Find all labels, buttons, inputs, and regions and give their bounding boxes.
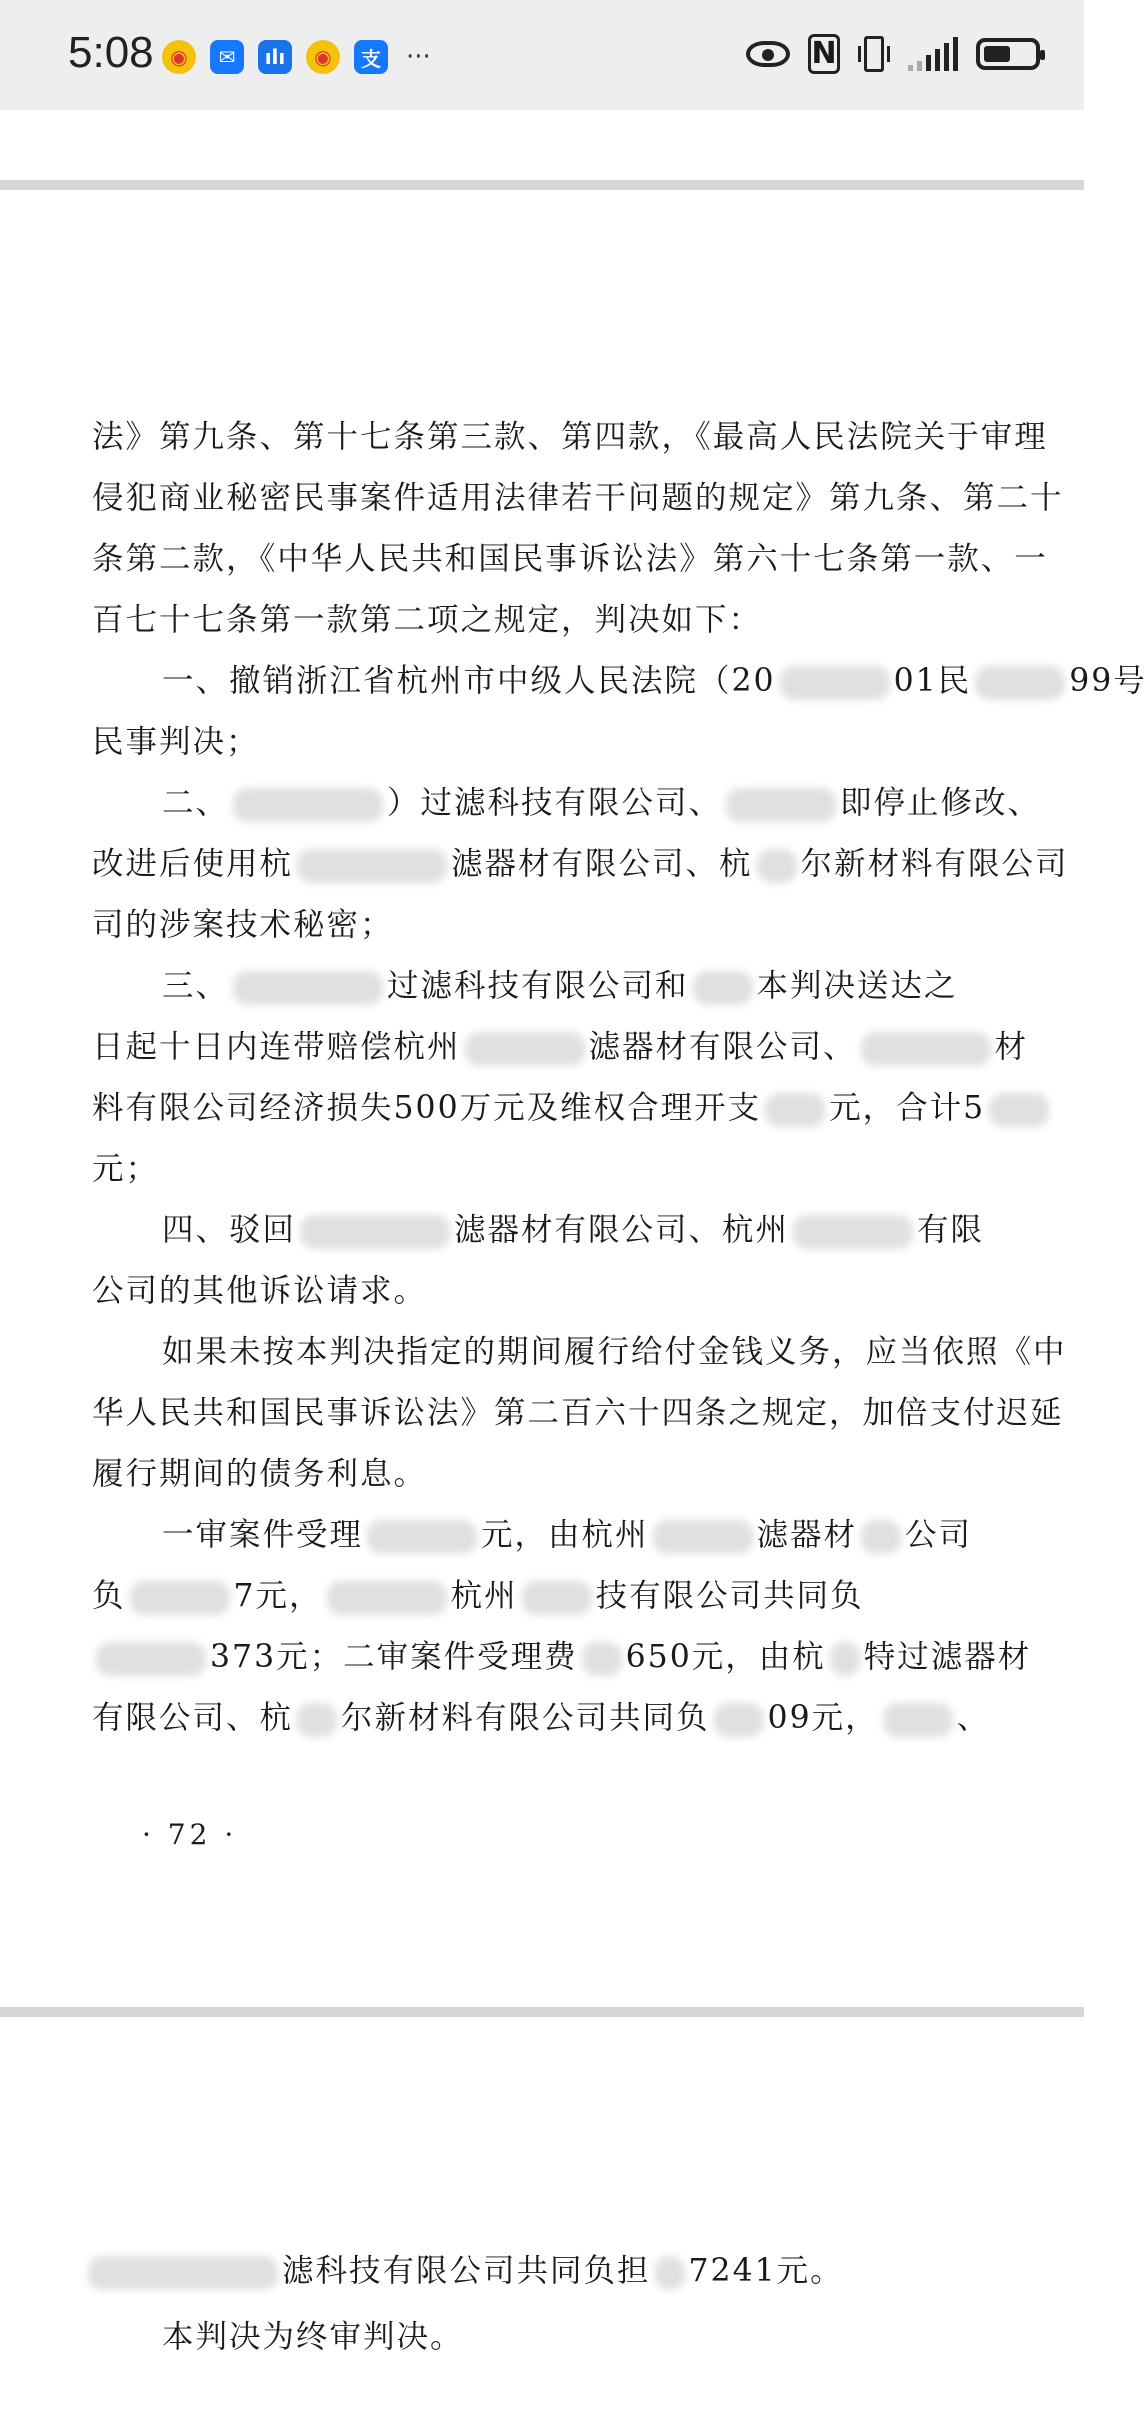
redacted-block [780,666,890,700]
text-line [92,1200,1060,1261]
redacted-block [655,2256,685,2290]
redacted-block [297,849,447,883]
text-segment: 滤器材有限公司、杭州 [454,1212,790,1248]
text-segment: 杭州 [450,1578,518,1614]
text-segment: 滤器材有限公司、 [588,1029,857,1065]
text-line: 本判决为终审判决。 [162,2319,464,2355]
text-line [92,1627,1060,1688]
text-line [92,1688,1060,1749]
redacted-block [522,1581,592,1615]
text-line [92,1017,1060,1078]
redacted-block [88,2256,278,2290]
text-segment: 四、驳回 [162,1212,297,1248]
text-segment: 尔新材料有限公司共同负 [341,1700,710,1736]
text-segment: 尔新材料有限公司 [800,846,1069,882]
redacted-block [757,849,797,883]
redacted-block [714,1703,764,1737]
redacted-block [793,1215,913,1249]
text-segment: 99号 [1069,663,1147,699]
text-segment: 一审案件受理 [162,1517,364,1553]
status-bar [0,0,1084,110]
text-segment: 滤器材有限公司、杭 [451,846,753,882]
text-line [92,2238,1060,2304]
text-segment: 三、 [162,968,230,1004]
text-line: 民事判决； [92,724,260,760]
text-line: 条第二款，《中华人民共和国民事诉讼法》第六十七条第一款、一 [92,541,1048,577]
redacted-block [883,1703,953,1737]
text-segment: 滤科技有限公司共同负担 [282,2253,651,2289]
text-segment: 料有限公司经济损失500万元及维权合理开支 [92,1090,762,1126]
battery-level [984,46,1010,62]
redacted-block [367,1520,477,1554]
text-segment: 公司 [905,1517,973,1553]
text-segment: 材 [994,1029,1029,1065]
redacted-block [300,1215,450,1249]
text-segment: 有限 [917,1212,985,1248]
redacted-block [861,1520,901,1554]
text-segment: 二、 [162,785,230,821]
text-segment: 元，由杭州 [481,1517,649,1553]
vibrate-icon [858,36,890,72]
text-line: 公司的其他诉讼请求。 [92,1273,428,1309]
page-divider-top [0,180,1084,190]
redacted-block [233,788,383,822]
redacted-block [989,1093,1049,1127]
text-line: 百七十七条第一款第二项之规定，判决如下： [92,602,763,638]
page-divider-bottom [0,2007,1084,2017]
text-segment: 负 [92,1578,126,1614]
text-segment: 特过滤器材 [863,1639,1032,1675]
text-segment: 、 [956,1700,991,1736]
signal-icon [908,37,958,71]
notification-icons [162,40,431,74]
redacted-block [765,1093,825,1127]
weibo-icon-2: ◉ [306,40,340,74]
redacted-block [582,1642,622,1676]
system-icons [746,34,1040,74]
eye-comfort-icon [746,41,790,67]
text-segment: ）过滤科技有限公司、 [387,785,723,821]
text-line: 华人民共和国民事诉讼法》第二百六十四条之规定，加倍支付迟延 [92,1395,1064,1431]
text-segment: 改进后使用杭 [92,846,294,882]
text-line: 元； [92,1151,160,1187]
text-segment: 373元；二审案件受理费 [210,1639,578,1675]
redacted-block [975,666,1065,700]
text-segment: 09元， [767,1700,879,1736]
text-line [92,1566,1060,1627]
text-line [92,1078,1060,1139]
redacted-block [297,1703,337,1737]
redacted-block [327,1581,447,1615]
battery-icon [976,38,1040,70]
more-notifications-icon: ··· [406,42,431,72]
redacted-block [96,1642,206,1676]
text-segment: 元，合计5 [829,1090,986,1126]
voice-icon: ılı [258,40,292,74]
text-segment: 有限公司、杭 [92,1700,294,1736]
text-segment: 一、撤销浙江省杭州市中级人民法院（20 [162,663,776,699]
redacted-block [130,1581,230,1615]
text-line [92,834,1069,895]
text-line: 侵犯商业秘密民事案件适用法律若干问题的规定》第九条、第二十 [92,480,1064,516]
alipay-icon: 支 [354,40,388,74]
text-line: 履行期间的债务利息。 [92,1456,428,1492]
text-line: 如果未按本判决指定的期间履行给付金钱义务，应当依照《中 [162,1334,1067,1370]
judgment-page-72 [92,407,1147,1749]
mail-icon: ✉ [210,40,244,74]
text-segment: 650元，由杭 [625,1639,826,1675]
text-segment: 过滤科技有限公司和 [387,968,689,1004]
text-segment: 即停止修改、 [840,785,1042,821]
text-line [92,651,1147,712]
text-segment: 技有限公司共同负 [595,1578,864,1614]
redacted-block [465,1032,585,1066]
text-line [92,1505,1060,1566]
redacted-block [693,971,753,1005]
nfc-icon: N [808,34,840,74]
status-time: 5:08 [68,28,154,77]
text-segment: 7241元。 [688,2253,844,2289]
text-line [92,956,1060,1017]
text-segment: 01民 [893,663,972,699]
redacted-block [861,1032,991,1066]
text-line: 司的涉案技术秘密； [92,907,394,943]
text-segment: 日起十日内连带赔偿杭州 [92,1029,461,1065]
redacted-block [830,1642,860,1676]
text-line: 法》第九条、第十七条第三款、第四款，《最高人民法院关于审理 [92,419,1048,455]
redacted-block [653,1520,753,1554]
redacted-block [726,788,836,822]
text-segment: 7元， [233,1578,323,1614]
redacted-block [233,971,383,1005]
text-line [92,773,1060,834]
page-number: · 72 · [142,1818,238,1851]
weibo-icon: ◉ [162,40,196,74]
text-segment: 滤器材 [756,1517,858,1553]
judgment-page-73 [92,2238,1060,2370]
text-segment: 本判决送达之 [756,968,958,1004]
